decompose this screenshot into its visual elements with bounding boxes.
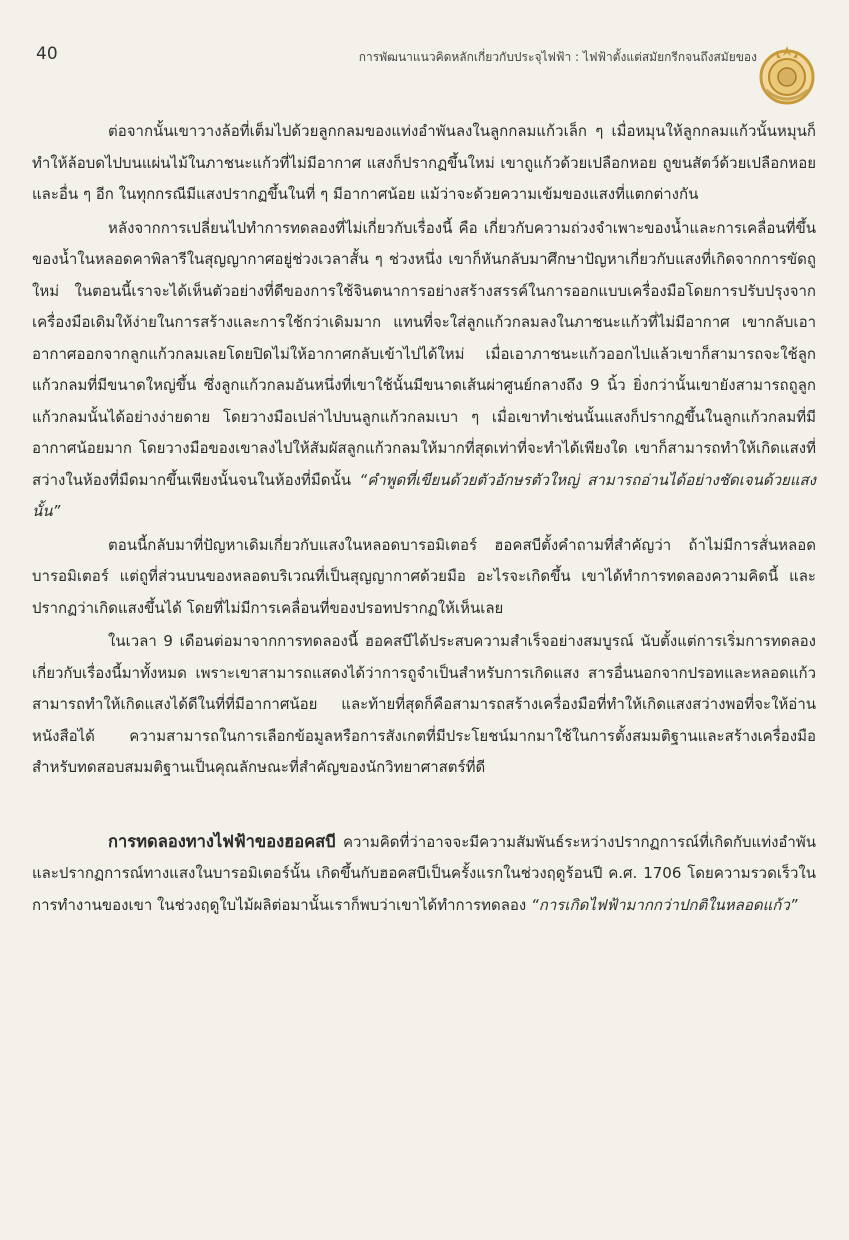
main-text [32, 116, 816, 921]
page-number: 40 [36, 44, 58, 64]
paragraph-2 [32, 213, 816, 528]
section-quote: “การเกิดไฟฟ้ามากกว่าปกติในหลอดแก้ว” [531, 895, 798, 914]
paragraph-1: ต่อจากนั้นเขาวางล้อที่เต็มไปด้วยลูกกลมของแท่งอำพันลงในลูกกลมแก้วเล็ก ๆ เมื่อหมุนให้ลูกกลมแก้วนั้นหมุนก็ทำให้ล้อบดไปบนแผ่นไม้ในภาชนะแก้วที่ไม่มีอากาศ แสงก็ปรากฏขึ้นใหม่ เขาถูแก้วด้วยเปลือกหอย ถูขนสัตว์ด้วยเปลือกหอย และอื่น ๆ อีก ในทุกกรณีมีแสงปรากฏขึ้นในที่ ๆ มีอากาศน้อย แม้ว่าจะด้วยความเข้มของแสงที่แตกต่างกัน [32, 122, 816, 203]
section-title: การทดลองทางไฟฟ้าของฮอคสบี [108, 831, 336, 851]
royal-seal-emblem-icon [754, 42, 820, 108]
running-head: การพัฒนาแนวคิดหลักเกี่ยวกับประจุไฟฟ้า : ไฟฟ้าตั้งแต่สมัยกรีกจนถึงสมัยของ [358, 50, 757, 64]
paragraph-2-text: หลังจากการเปลี่ยนไปทำการทดลองที่ไม่เกี่ยวกับเรื่องนี้ คือ เกี่ยวกับความถ่วงจำเพาะของน้ำและการเคลื่อนที่ขึ้นของน้ำในหลอดคาพิลารีในสุญญากาศอยู่ช่วงเวลาสั้น ๆ ช่วงหนึ่ง เขาก็หันกลับมาศึกษาปัญหาเกี่ยวกับแสงที่เกิดจากการขัดถูใหม่ ในตอนนี้เราจะได้เห็นตัวอย่างที่ดีของการใช้จินตนาการอย่างสร้างสรรค์ในการออกแบบเครื่องมือโดยการปรับปรุงจากเครื่องมือเดิมให้ง่ายในการสร้างและการใช้กว่าเดิมมาก แทนที่จะใส่ลูกแก้วกลมลงในภาชนะแก้วที่ไม่มีอากาศ เขากลับเอาอากาศออกจากลูกแก้วกลมเลยโดยปิดไม่ให้อากาศกลับเข้าไปได้ใหม่ เมื่อเอาภาชนะแก้วออกไปแล้วเขาก็สามารถจะใช้ลูกแก้วกลมที่มีขนาดใหญ่ขึ้น ซึ่งลูกแก้วกลมอันหนึ่งที่เขาใช้นั้นมีขนาดเส้นผ่าศูนย์กลางถึง 9 นิ้ว ยิ่งกว่านั้นเขายังสามารถถูลูกแก้วกลมนั้นได้อย่างง่ายดาย โดยวางมือเปล่าไปบนลูกแก้วกลมเบา ๆ เมื่อเขาทำเช่นนั้นแสงก็ปรากฏขึ้นในลูกแก้วกลมที่มีอากาศน้อยมาก โดยวางมือของเขาลงไปให้สัมผัสลูกแก้วกลมให้มากที่สุดเท่าที่จะทำได้เพียงใด เขาก็สามารถทำให้เกิดแสงที่สว่างในห้องที่มืดมากขึ้นเพียงนั้นจนในห้องที่มืดนั้น [32, 218, 816, 489]
paragraph-3: ตอนนี้กลับมาที่ปัญหาเดิมเกี่ยวกับแสงในหลอดบารอมิเตอร์ ฮอคสบีตั้งคำถามที่สำคัญว่า ถ้าไม่มีการสั่นหลอดบารอมิเตอร์ แต่ถูที่ส่วนบนของหลอดบริเวณที่เป็นสุญญากาศด้วยมือ อะไรจะเกิดขึ้น เขาได้ทำการทดลองความคิดนี้ และปรากฏว่าเกิดแสงขึ้นได้ โดยที่ไม่มีการเคลื่อนที่ของปรอทปรากฏให้เห็นเลย [32, 535, 816, 617]
page-header [0, 0, 849, 100]
paragraph-4: ในเวลา 9 เดือนต่อมาจากการทดลองนี้ ฮอคสบีได้ประสบความสำเร็จอย่างสมบูรณ์ นับตั้งแต่การเริ่มการทดลองเกี่ยวกับเรื่องนี้มาทั้งหมด เพราะเขาสามารถแสดงได้ว่าการถูจำเป็นสำหรับการเกิดแสง สารอื่นนอกจากปรอทและหลอดแก้วสามารถทำให้เกิดแสงได้ดีในที่ที่มีอากาศน้อย และท้ายที่สุดก็คือสามารถสร้างเครื่องมือที่ทำให้เกิดแสงสว่างพอที่จะให้อ่านหนังสือได้ ความสามารถในการเลือกข้อมูลหรือการสังเกตที่มีประโยชน์มากมาใช้ในการตั้งสมมติฐานและสร้างเครื่องมือสำหรับทดสอบสมมติฐานเป็นคุณลักษณะที่สำคัญของนักวิทยาศาสตร์ที่ดี [32, 632, 816, 776]
section-text: ความคิดที่ว่าอาจจะมีความสัมพันธ์ระหว่างปรากฏการณ์ที่เกิดกับแท่งอำพันและปรากฏการณ์ทางแสงในบารอมิเตอร์นั้น เกิดขึ้นกับฮอคสบีเป็นครั้งแรกในช่วงฤดูร้อนปี ค.ศ. 1706 โดยความรวดเร็วในการทำงานของเขา ในช่วงฤดูใบไม้ผลิต่อมานั้นเราก็พบว่าเขาได้ทำการทดลอง [32, 832, 816, 914]
section-paragraph [32, 826, 816, 922]
paragraph-2-quote: “คำพูดที่เขียนด้วยตัวอักษรตัวใหญ่ สามารถอ่านได้อย่างชัดเจนด้วยแสงนั้น” [32, 470, 816, 520]
